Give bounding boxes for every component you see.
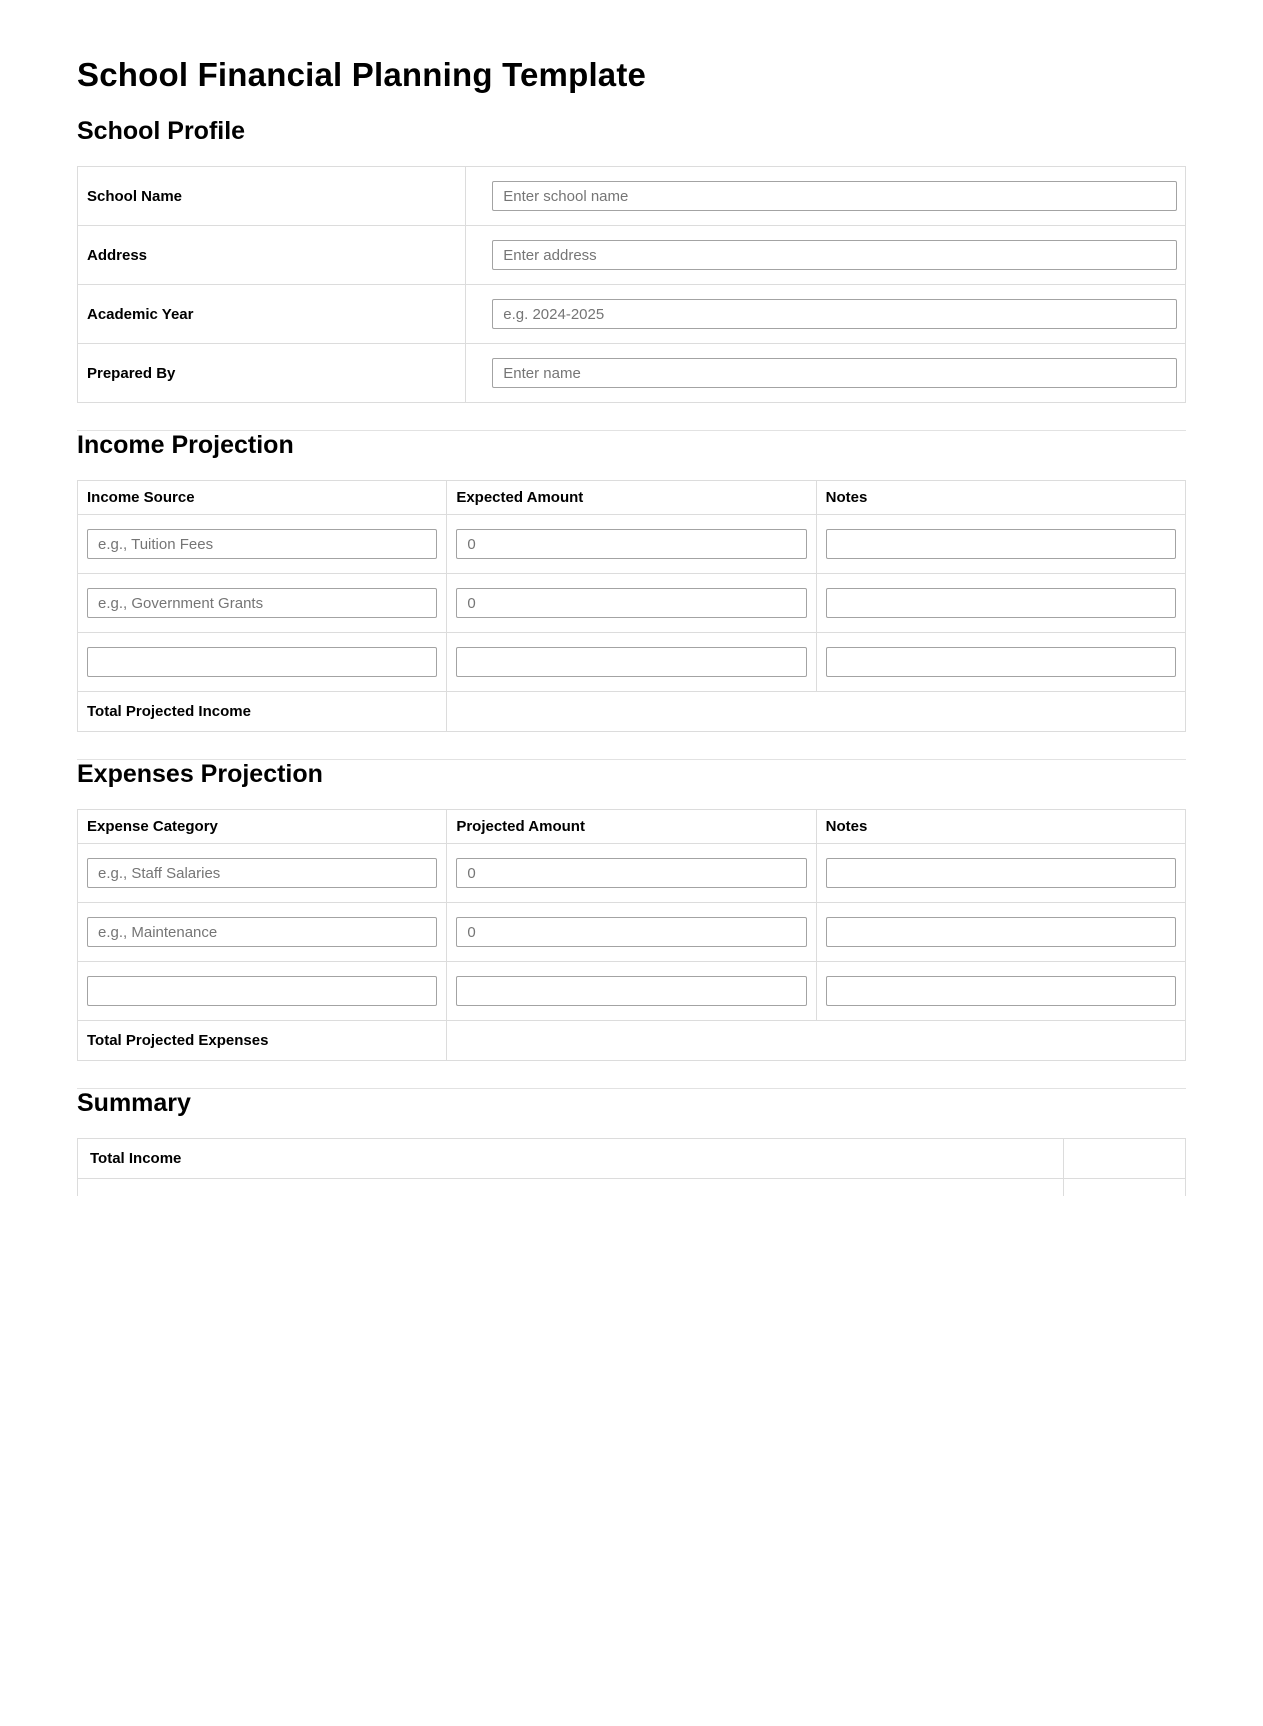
expense-amount-input-2[interactable]: [456, 917, 806, 947]
total-income-label: Total Income: [78, 1139, 1064, 1179]
projected-amount-column-header: Projected Amount: [447, 810, 816, 844]
section-heading-income-projection: Income Projection: [77, 431, 294, 459]
expenses-projection-table: [77, 809, 1186, 1061]
table-row: [78, 515, 1186, 574]
table-row: [78, 633, 1186, 692]
table-row: [78, 903, 1186, 962]
total-row: [78, 1021, 1186, 1061]
prepared-by-input[interactable]: [492, 358, 1177, 388]
summary-table: [77, 1138, 1186, 1196]
income-amount-input-3[interactable]: [456, 647, 806, 677]
income-amount-input-2[interactable]: [456, 588, 806, 618]
total-row: [78, 692, 1186, 732]
section-heading-expenses-projection: Expenses Projection: [77, 760, 323, 788]
school-name-label: School Name: [78, 167, 466, 226]
table-row: [78, 226, 1186, 285]
income-source-input-1[interactable]: [87, 529, 437, 559]
income-notes-input-3[interactable]: [826, 647, 1176, 677]
summary-table-wrap: [77, 1138, 1186, 1196]
table-header-row: [78, 810, 1186, 844]
page-title: School Financial Planning Template: [77, 56, 647, 93]
school-profile-table: [77, 166, 1186, 403]
expense-category-input-1[interactable]: [87, 858, 437, 888]
expenses-table-wrap: [77, 809, 1186, 1061]
income-amount-input-1[interactable]: [456, 529, 806, 559]
expense-amount-input-3[interactable]: [456, 976, 806, 1006]
expense-notes-input-3[interactable]: [826, 976, 1176, 1006]
table-row: [78, 285, 1186, 344]
income-notes-input-2[interactable]: [826, 588, 1176, 618]
school-name-input[interactable]: [492, 181, 1177, 211]
section-heading-summary: Summary: [77, 1089, 191, 1117]
income-source-input-3[interactable]: [87, 647, 437, 677]
table-row: [78, 574, 1186, 633]
prepared-by-label: Prepared By: [78, 344, 466, 403]
total-income-value: [1064, 1139, 1186, 1179]
address-input[interactable]: [492, 240, 1177, 270]
table-row: [78, 962, 1186, 1021]
total-projected-expenses-label: Total Projected Expenses: [78, 1021, 447, 1061]
table-row: [78, 344, 1186, 403]
total-projected-income-label: Total Projected Income: [78, 692, 447, 732]
income-notes-input-1[interactable]: [826, 529, 1176, 559]
table-header-row: [78, 481, 1186, 515]
table-row-partially-visible: [78, 1179, 1186, 1197]
table-row: [78, 844, 1186, 903]
total-projected-income-value: [447, 692, 1186, 732]
income-table-wrap: [77, 480, 1186, 732]
income-notes-column-header: Notes: [816, 481, 1185, 515]
academic-year-label: Academic Year: [78, 285, 466, 344]
income-source-input-2[interactable]: [87, 588, 437, 618]
expense-amount-input-1[interactable]: [456, 858, 806, 888]
expense-category-input-2[interactable]: [87, 917, 437, 947]
expense-category-column-header: Expense Category: [78, 810, 447, 844]
section-heading-school-profile: School Profile: [77, 117, 246, 145]
table-row: [78, 167, 1186, 226]
school-profile-table-wrap: [77, 166, 1186, 403]
total-projected-expenses-value: [447, 1021, 1186, 1061]
page-container: [0, 58, 1263, 1196]
income-projection-table: [77, 480, 1186, 732]
expense-notes-input-1[interactable]: [826, 858, 1176, 888]
expense-category-input-3[interactable]: [87, 976, 437, 1006]
income-source-column-header: Income Source: [78, 481, 447, 515]
academic-year-input[interactable]: [492, 299, 1177, 329]
table-row: [78, 1139, 1186, 1179]
address-label: Address: [78, 226, 466, 285]
expense-notes-column-header: Notes: [816, 810, 1185, 844]
expected-amount-column-header: Expected Amount: [447, 481, 816, 515]
expense-notes-input-2[interactable]: [826, 917, 1176, 947]
